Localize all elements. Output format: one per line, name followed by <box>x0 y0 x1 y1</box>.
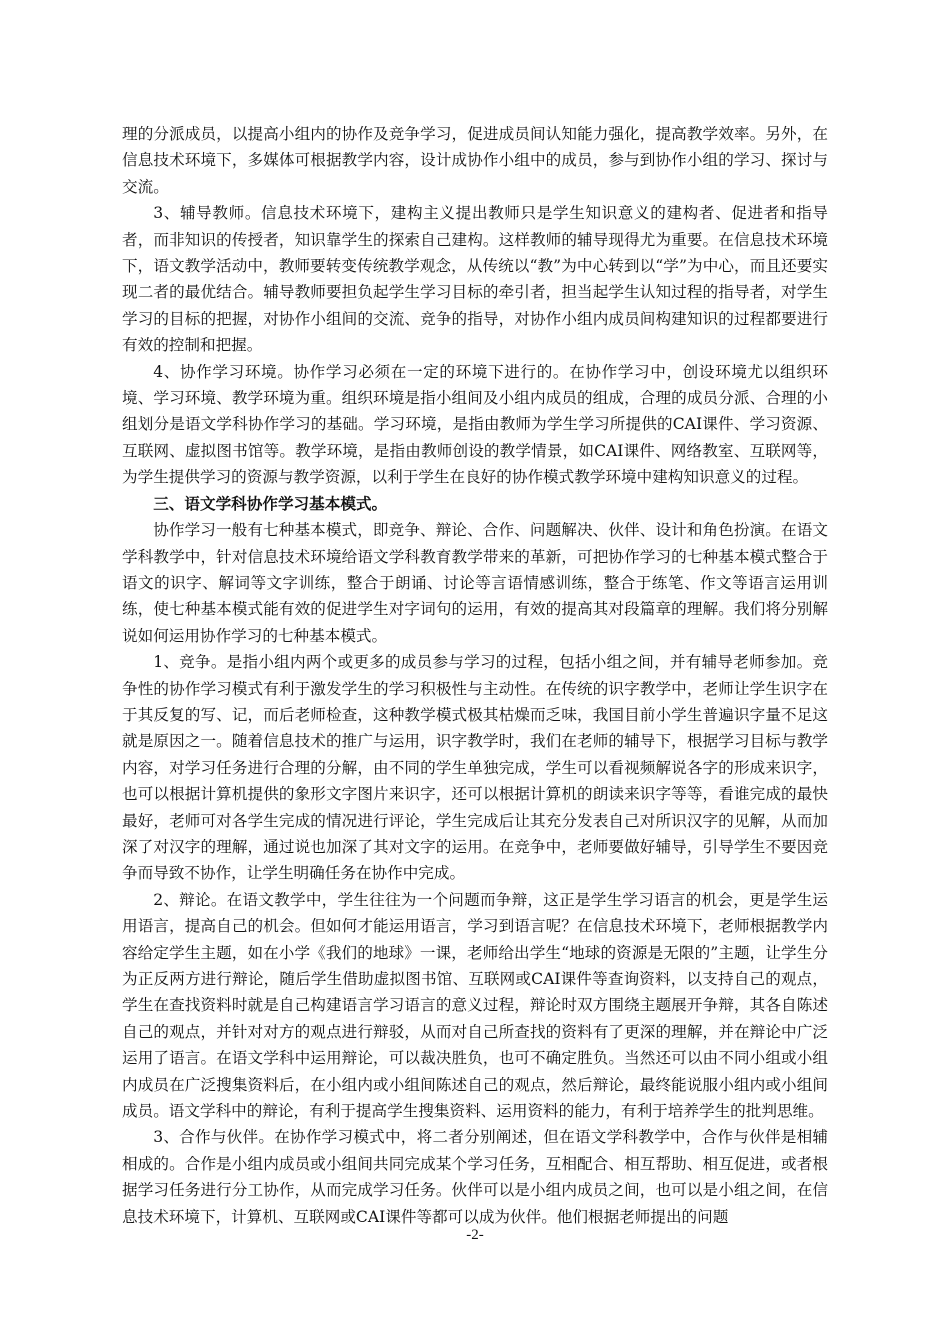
paragraph-cooperation-partner: 3、合作与伙伴。在协作学习模式中，将二者分别阐述，但在语文学科教学中，合作与伙伴是相辅相成的。合作是小组内成员或小组间共同完成某个学习任务，互相配合、相互帮助、相互促进，或者根据学习任务进行分工协作，从而完成学习任务。伙伴可以是小组内成员之间，也可以是小组之间，在信息技术环境下，计算机、互联网或CAI课件等都可以成为伙伴。他们根据老师提出的问题 <box>122 1128 828 1226</box>
paragraph-continuation: 理的分派成员，以提高小组内的协作及竞争学习，促进成员间认知能力强化，提高教学效率。另外，在信息技术环境下，多媒体可根据教学内容，设计成协作小组中的成员，参与到协作小组的学习、探讨与交流。 <box>122 125 828 196</box>
paragraph-seven-modes: 协作学习一般有七种基本模式，即竞争、辩论、合作、问题解决、伙伴、设计和角色扮演。在语文学科教学中，针对信息技术环境给语文学科教育教学带来的革新，可把协作学习的七种基本模式整合于语文的识字、解词等文字训练，整合于朗诵、讨论等言语情感训练，整合于练笔、作文等语言运用训练，使七种基本模式能有效的促进学生对字词句的运用，有效的提高其对段篇章的理解。我们将分别解说如何运用协作学习的七种基本模式。 <box>122 521 828 645</box>
paragraph-learning-environment: 4、协作学习环境。协作学习必须在一定的环境下进行的。在协作学习中，创设环境尤以组织环境、学习环境、教学环境为重。组织环境是指小组间及小组内成员的组成，合理的成员分派、合理的小组划分是语文学科协作学习的基础。学习环境，是指由教师为学生学习所提供的CAI课件、学习资源、互联网、虚拟图书馆等。教学环境，是指由教师创设的教学情景，如CAI课件、网络教室、互联网等，为学生提供学习的资源与教学资源，以利于学生在良好的协作模式教学环境中建构知识意义的过程。 <box>122 362 828 487</box>
paragraph-competition: 1、竞争。是指小组内两个或更多的成员参与学习的过程，包括小组之间，并有辅导老师参加。竞争性的协作学习模式有利于激发学生的学习积极性与主动性。在传统的识字教学中，老师让学生识字在于其反复的写、记，而后老师检查，这种教学模式极其枯燥而乏味，我国目前小学生普遍识字量不足这就是原因之一。随着信息技术的推广与运用，识字教学时，我们在老师的辅导下，根据学习目标与教学内容，对学习任务进行合理的分解，由不同的学生单独完成，学生可以看视频解说各字的形成来识字，也可以根据计算机提供的象形文字图片来识字，还可以根据计算机的朗读来识字等等，看谁完成的最快最好，老师可对各学生完成的情况进行评论，学生完成后让其充分发表自己对所识汉字的见解，从而加深了对汉字的理解，通过说也加深了其对文字的运用。在竞争中，老师要做好辅导，引导学生不要因竞争而导致不协作，让学生明确任务在协作中完成。 <box>122 653 828 883</box>
page-number: -2- <box>466 1227 484 1243</box>
section-heading: 三、语文学科协作学习基本模式。 <box>153 493 388 513</box>
document-page <box>122 121 828 1230</box>
paragraph-tutor-teacher: 3、辅导教师。信息技术环境下，建构主义提出教师只是学生知识意义的建构者、促进者和指导者，而非知识的传授者，知识靠学生的探索自己建构。这样教师的辅导现得尤为重要。在信息技术环境下，语文教学活动中，教师要转变传统教学观念，从传统以“教”为中心转到以“学”为中心，而且还要实现二者的最优结合。辅导教师要担负起学生学习目标的牵引者，担当起学生认知过程的指导者，对学生学习的目标的把握，对协作小组间的交流、竞争的指导，对协作小组内成员间构建知识的过程都要进行有效的控制和把握。 <box>122 204 828 355</box>
paragraph-debate: 2、辩论。在语文教学中，学生往往为一个问题而争辩，这正是学生学习语言的机会，更是学生运用语言，提高自己的机会。但如何才能运用语言，学习到语言呢？在信息技术环境下，老师根据教学内容给定学生主题，如在小学《我们的地球》一课，老师给出学生“地球的资源是无限的”主题，让学生分为正反两方进行辩论，随后学生借助虚拟图书馆、互联网或CAI课件等查询资料，以支持自己的观点，学生在查找资料时就是自己构建语言学习语言的意义过程，辩论时双方围绕主题展开争辩，其各自陈述自己的观点，并针对对方的观点进行辩驳，从而对自己所查找的资料有了更深的理解，并在辩论中广泛运用了语言。在语文学科中运用辩论，可以裁决胜负，也可不确定胜负。当然还可以由不同小组或小组内成员在广泛搜集资料后，在小组内或小组间陈述自己的观点，然后辩论，最终能说服小组内或小组间成员。语文学科中的辩论，有利于提高学生搜集资料、运用资料的能力，有利于培养学生的批判思维。 <box>122 890 828 1121</box>
